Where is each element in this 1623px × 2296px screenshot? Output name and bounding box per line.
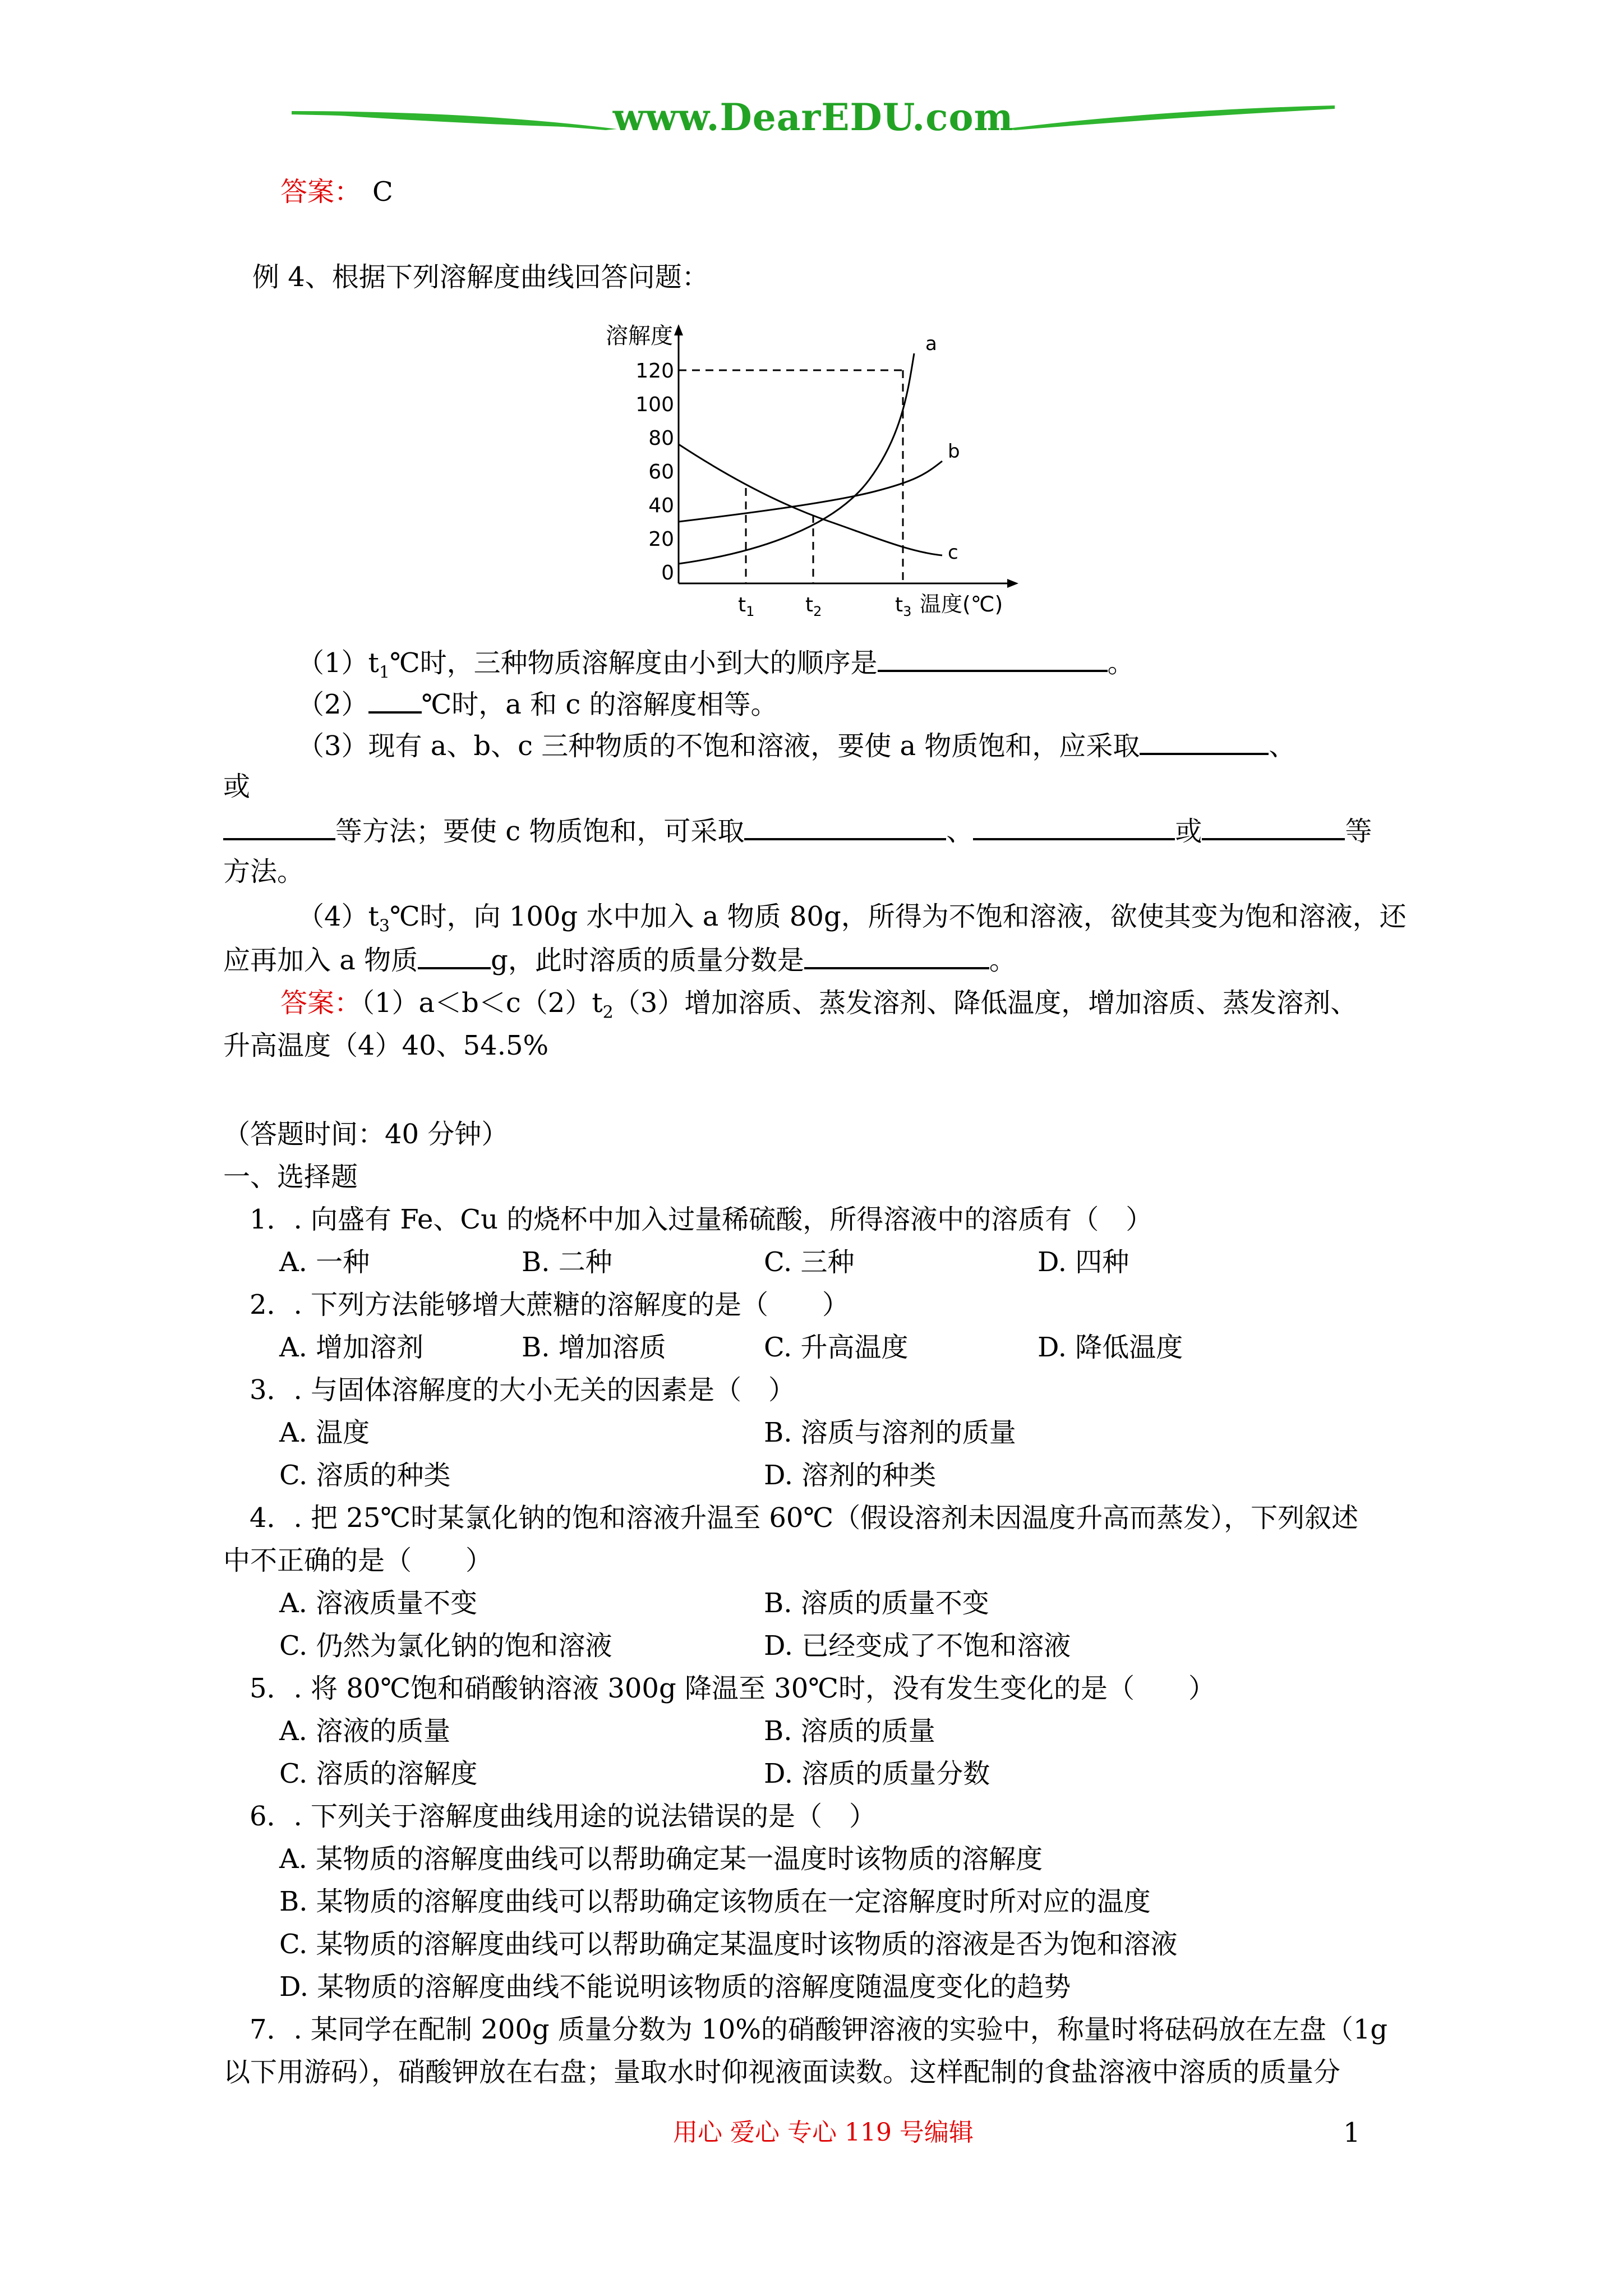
- q5-option-b[interactable]: B. 溶质的质量: [764, 1715, 935, 1747]
- ex4-answer-line2: 升高温度（4）40、54.5%: [223, 1030, 549, 1061]
- q3-option-c[interactable]: C. 溶质的种类: [279, 1460, 451, 1491]
- q1-stem: 1．. 向盛有 Fe、Cu 的烧杯中加入过量稀硫酸，所得溶液中的溶质有（ ）: [250, 1204, 1153, 1235]
- y-tick-label: 40: [648, 494, 674, 517]
- q3-option-d[interactable]: D. 溶剂的种类: [764, 1460, 937, 1491]
- y-axis-label: 溶解度: [606, 323, 673, 349]
- ex4-q3-blank2[interactable]: [223, 812, 335, 840]
- ex4-q4-blank2[interactable]: [804, 941, 989, 969]
- q2-option-a[interactable]: A. 增加溶剂: [279, 1332, 424, 1363]
- y-tick-label: 20: [648, 528, 674, 551]
- series-label-a: a: [925, 333, 937, 355]
- header-banner: [292, 95, 1335, 146]
- q5-option-d[interactable]: D. 溶质的质量分数: [764, 1758, 990, 1789]
- ex4-q3-line2: 或: [223, 771, 251, 802]
- x-tick-label: $t_1$: [738, 593, 755, 619]
- q2-option-b[interactable]: B. 增加溶质: [522, 1332, 666, 1363]
- series-label-c: c: [948, 541, 958, 564]
- x-tick-label: $t_3$: [895, 593, 912, 619]
- ex4-q3-line4: 方法。: [223, 856, 305, 887]
- y-tick-label: 120: [635, 360, 674, 383]
- q5-stem: 5．. 将 80℃饱和硝酸钠溶液 300g 降温至 30℃时，没有发生变化的是（ ）: [250, 1673, 1215, 1704]
- q1-option-c[interactable]: C. 三种: [764, 1246, 855, 1278]
- q6-option-d[interactable]: D. 某物质的溶解度曲线不能说明该物质的溶解度随温度变化的趋势: [279, 1971, 1071, 2003]
- section-title: 一、选择题: [223, 1161, 358, 1193]
- q4-option-a[interactable]: A. 溶液质量不变: [279, 1588, 478, 1619]
- ex4-q2-blank[interactable]: [368, 685, 422, 714]
- q4-stem-line2: 中不正确的是（ ）: [223, 1545, 493, 1576]
- ex4-q2: （2） ℃时，a 和 c 的溶解度相等。: [297, 685, 778, 723]
- q7-stem-line1: 7．. 某同学在配制 200g 质量分数为 10%的硝酸钾溶液的实验中，称量时将砝码放在左盘（1g: [250, 2014, 1388, 2045]
- q3-option-b[interactable]: B. 溶质与溶剂的质量: [764, 1417, 1016, 1448]
- ex4-q1: $(1)t_1℃$时，三种物质溶解度由小到大的顺序是 。: [297, 644, 1135, 691]
- ex4-q3-blank4[interactable]: [973, 812, 1175, 840]
- q2-option-c[interactable]: C. 升高温度: [764, 1332, 909, 1363]
- ex4-q1-blank[interactable]: [878, 644, 1108, 672]
- q4-option-b[interactable]: B. 溶质的质量不变: [764, 1588, 989, 1619]
- ex4-q4-line1: $(4)t_3℃$时，向 100g 水中加入 a 物质 80g，所得为不饱和溶液，欲使其变为饱和溶液，还: [297, 901, 1407, 936]
- page-number: 1: [1343, 2117, 1361, 2148]
- q6-option-b[interactable]: B. 某物质的溶解度曲线可以帮助确定该物质在一定溶解度时所对应的温度: [279, 1886, 1151, 1917]
- y-tick-label: 60: [648, 461, 674, 484]
- y-tick-label: 80: [648, 427, 674, 450]
- q6-stem: 6．. 下列关于溶解度曲线用途的说法错误的是（ ）: [250, 1801, 877, 1832]
- quiz-time: （答题时间：40 分钟）: [223, 1119, 509, 1150]
- y-tick-label: 0: [661, 562, 674, 585]
- ex4-q4-blank1[interactable]: [418, 941, 491, 969]
- prev-answer-label: 答案：: [280, 176, 362, 208]
- ex4-q4-line2: 应再加入 a 物质 g，此时溶质的质量分数是 。: [223, 941, 1016, 978]
- q1-option-a[interactable]: A. 一种: [279, 1246, 370, 1278]
- prev-answer-value: C: [372, 176, 393, 208]
- prev-answer: [280, 174, 393, 210]
- ex4-q3-line1: （3）现有 a、b、c 三种物质的不饱和溶液，要使 a 物质饱和，应采取 、: [297, 727, 1295, 764]
- q1-option-b[interactable]: B. 二种: [522, 1246, 612, 1278]
- x-tick-label: $t_2$: [805, 593, 822, 619]
- x-axis-label: 温度(℃): [920, 592, 1003, 616]
- q2-option-d[interactable]: D. 降低温度: [1038, 1332, 1183, 1363]
- q4-option-d[interactable]: D. 已经变成了不饱和溶液: [764, 1630, 1071, 1662]
- ex4-answer-label: 答案：: [280, 987, 362, 1019]
- series-label-b: b: [948, 440, 960, 463]
- q3-option-a[interactable]: A. 温度: [279, 1417, 370, 1448]
- q6-option-a[interactable]: A. 某物质的溶解度曲线可以帮助确定某一温度时该物质的溶解度: [279, 1843, 1043, 1875]
- ex4-q3-blank1[interactable]: [1140, 727, 1269, 755]
- example4-title: 例 4、根据下列溶解度曲线回答问题：: [252, 261, 709, 293]
- ex4-q3-blank5[interactable]: [1202, 812, 1345, 840]
- q3-stem: 3．. 与固体溶解度的大小无关的因素是（ ）: [250, 1374, 796, 1406]
- site-logo-text: www.DearEDU.com: [612, 95, 1014, 139]
- x-axis-arrow-icon: [1007, 579, 1018, 588]
- q4-stem-line1: 4．. 把 25℃时某氯化钠的饱和溶液升温至 60℃（假设溶剂未因温度升高而蒸发），下列叙述: [250, 1502, 1359, 1534]
- q5-option-c[interactable]: C. 溶质的溶解度: [279, 1758, 478, 1789]
- q7-stem-line2: 以下用游码），硝酸钾放在右盘；量取水时仰视液面读数。这样配制的食盐溶液中溶质的质量分: [223, 2056, 1341, 2088]
- ex4-answer-line1: 答案：$(1)a<b<c(2)t_2(3)$增加溶质、蒸发溶剂、降低温度，增加溶质、蒸发溶剂、: [280, 987, 1358, 1023]
- y-tick-label: 100: [635, 393, 674, 416]
- ex4-q3-line3: 等方法；要使 c 物质饱和，可采取 、 或 等: [223, 812, 1372, 849]
- q5-option-a[interactable]: A. 溶液的质量: [279, 1715, 451, 1747]
- y-axis-arrow-icon: [674, 324, 683, 335]
- q6-option-c[interactable]: C. 某物质的溶解度曲线可以帮助确定某温度时该物质的溶液是否为饱和溶液: [279, 1929, 1178, 1960]
- curve-a: [679, 353, 914, 564]
- solubility-chart: [594, 320, 1032, 623]
- q1-option-d[interactable]: D. 四种: [1038, 1246, 1129, 1278]
- q2-stem: 2．. 下列方法能够增大蔗糖的溶解度的是（ ）: [250, 1289, 850, 1320]
- solubility-chart-svg: [594, 320, 1032, 623]
- footer-text: 用心 爱心 专心 119 号编辑: [673, 2118, 974, 2147]
- q4-option-c[interactable]: C. 仍然为氯化钠的饱和溶液: [279, 1630, 612, 1662]
- ex4-q3-blank3[interactable]: [744, 812, 946, 840]
